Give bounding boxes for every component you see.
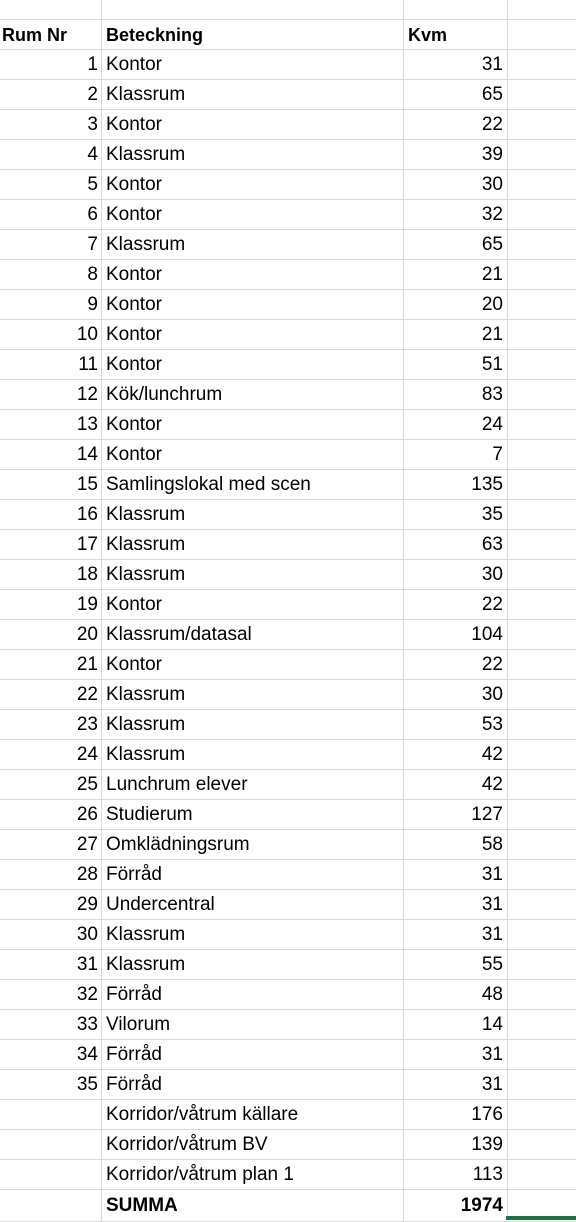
cell-beteckning[interactable]: Kontor xyxy=(102,320,404,349)
cell-empty[interactable] xyxy=(508,950,576,979)
table-row[interactable] xyxy=(0,1070,576,1100)
cell-beteckning[interactable]: SUMMA xyxy=(102,1190,404,1221)
cell-rum-nr[interactable]: 25 xyxy=(0,770,102,799)
cell-beteckning[interactable]: Omklädningsrum xyxy=(102,830,404,859)
cell-beteckning[interactable]: Klassrum xyxy=(102,920,404,949)
cell-rum-nr[interactable]: 15 xyxy=(0,470,102,499)
cell-empty[interactable] xyxy=(508,1010,576,1039)
table-row[interactable] xyxy=(0,380,576,410)
table-row[interactable] xyxy=(0,140,576,170)
cell-beteckning[interactable]: Korridor/våtrum plan 1 xyxy=(102,1160,404,1189)
cell-beteckning[interactable]: Förråd xyxy=(102,1040,404,1069)
table-row[interactable] xyxy=(0,1100,576,1130)
cell-empty[interactable] xyxy=(508,320,576,349)
table-row[interactable] xyxy=(0,500,576,530)
cell-rum-nr[interactable] xyxy=(0,1160,102,1189)
cell-empty[interactable] xyxy=(508,1100,576,1129)
cell-rum-nr[interactable]: 22 xyxy=(0,680,102,709)
cell-empty[interactable] xyxy=(102,0,404,19)
table-row[interactable] xyxy=(0,800,576,830)
cell-empty[interactable] xyxy=(508,0,576,19)
cell-kvm[interactable]: 30 xyxy=(404,680,508,709)
cell-rum-nr[interactable]: 27 xyxy=(0,830,102,859)
header-beteckning[interactable]: Beteckning xyxy=(102,20,404,49)
cell-kvm[interactable]: 21 xyxy=(404,320,508,349)
cell-rum-nr[interactable]: 34 xyxy=(0,1040,102,1069)
table-row[interactable] xyxy=(0,1190,576,1222)
cell-empty[interactable] xyxy=(508,20,576,49)
cell-empty[interactable] xyxy=(404,0,508,19)
table-row[interactable] xyxy=(0,1010,576,1040)
cell-rum-nr[interactable]: 23 xyxy=(0,710,102,739)
table-row[interactable] xyxy=(0,350,576,380)
table-row[interactable] xyxy=(0,860,576,890)
table-row[interactable] xyxy=(0,980,576,1010)
cell-beteckning[interactable]: Klassrum/datasal xyxy=(102,620,404,649)
cell-rum-nr[interactable]: 11 xyxy=(0,350,102,379)
cell-rum-nr[interactable]: 7 xyxy=(0,230,102,259)
cell-rum-nr[interactable]: 5 xyxy=(0,170,102,199)
cell-rum-nr[interactable]: 33 xyxy=(0,1010,102,1039)
table-row[interactable] xyxy=(0,560,576,590)
cell-rum-nr[interactable]: 13 xyxy=(0,410,102,439)
cell-kvm[interactable]: 1974 xyxy=(404,1190,508,1221)
cell-beteckning[interactable]: Kontor xyxy=(102,590,404,619)
cell-empty[interactable] xyxy=(508,830,576,859)
cell-beteckning[interactable]: Klassrum xyxy=(102,680,404,709)
table-row[interactable] xyxy=(0,710,576,740)
cell-beteckning[interactable]: Klassrum xyxy=(102,500,404,529)
cell-empty[interactable] xyxy=(508,500,576,529)
cell-empty[interactable] xyxy=(508,380,576,409)
cell-rum-nr[interactable]: 14 xyxy=(0,440,102,469)
cell-beteckning[interactable]: Klassrum xyxy=(102,950,404,979)
cell-kvm[interactable]: 30 xyxy=(404,170,508,199)
table-row[interactable] xyxy=(0,530,576,560)
cell-beteckning[interactable]: Studierum xyxy=(102,800,404,829)
table-row[interactable] xyxy=(0,1160,576,1190)
cell-rum-nr[interactable]: 12 xyxy=(0,380,102,409)
active-cell-indicator xyxy=(506,1216,576,1220)
cell-beteckning[interactable]: Lunchrum elever xyxy=(102,770,404,799)
cell-kvm[interactable]: 35 xyxy=(404,500,508,529)
cell-rum-nr[interactable]: 21 xyxy=(0,650,102,679)
cell-beteckning[interactable]: Klassrum xyxy=(102,740,404,769)
cell-empty[interactable] xyxy=(508,620,576,649)
cell-beteckning[interactable]: Klassrum xyxy=(102,140,404,169)
cell-beteckning[interactable]: Samlingslokal med scen xyxy=(102,470,404,499)
cell-beteckning[interactable]: Korridor/våtrum källare xyxy=(102,1100,404,1129)
cell-rum-nr[interactable]: 10 xyxy=(0,320,102,349)
cell-empty[interactable] xyxy=(508,260,576,289)
cell-empty[interactable] xyxy=(508,140,576,169)
table-row[interactable] xyxy=(0,470,576,500)
cell-kvm[interactable]: 139 xyxy=(404,1130,508,1159)
cell-empty[interactable] xyxy=(508,890,576,919)
cell-empty[interactable] xyxy=(508,200,576,229)
cell-beteckning[interactable]: Förråd xyxy=(102,1070,404,1099)
table-row[interactable] xyxy=(0,890,576,920)
cell-empty[interactable] xyxy=(508,80,576,109)
cell-rum-nr[interactable]: 17 xyxy=(0,530,102,559)
cell-beteckning[interactable]: Klassrum xyxy=(102,710,404,739)
cell-empty[interactable] xyxy=(508,1040,576,1069)
cell-empty[interactable] xyxy=(508,410,576,439)
cell-kvm[interactable]: 31 xyxy=(404,890,508,919)
cell-beteckning[interactable]: Kontor xyxy=(102,650,404,679)
cell-empty[interactable] xyxy=(508,920,576,949)
cell-rum-nr[interactable]: 32 xyxy=(0,980,102,1009)
table-row[interactable] xyxy=(0,410,576,440)
cell-empty[interactable] xyxy=(0,0,102,19)
cell-rum-nr[interactable]: 3 xyxy=(0,110,102,139)
table-row[interactable] xyxy=(0,950,576,980)
table-row[interactable] xyxy=(0,770,576,800)
header-kvm[interactable]: Kvm xyxy=(404,20,508,49)
cell-beteckning[interactable]: Kontor xyxy=(102,410,404,439)
cell-empty[interactable] xyxy=(508,800,576,829)
table-row[interactable] xyxy=(0,680,576,710)
cell-kvm[interactable]: 14 xyxy=(404,1010,508,1039)
table-row[interactable] xyxy=(0,920,576,950)
cell-rum-nr[interactable]: 18 xyxy=(0,560,102,589)
cell-rum-nr[interactable]: 30 xyxy=(0,920,102,949)
cell-empty[interactable] xyxy=(508,470,576,499)
cell-beteckning[interactable]: Klassrum xyxy=(102,80,404,109)
cell-empty[interactable] xyxy=(508,1160,576,1189)
cell-rum-nr[interactable]: 20 xyxy=(0,620,102,649)
cell-kvm[interactable]: 30 xyxy=(404,560,508,589)
table-row[interactable] xyxy=(0,740,576,770)
table-row[interactable] xyxy=(0,590,576,620)
cell-rum-nr[interactable]: 31 xyxy=(0,950,102,979)
cell-rum-nr[interactable]: 6 xyxy=(0,200,102,229)
cell-empty[interactable] xyxy=(508,110,576,139)
cell-empty[interactable] xyxy=(508,740,576,769)
cell-rum-nr[interactable]: 2 xyxy=(0,80,102,109)
table-row[interactable] xyxy=(0,50,576,80)
cell-beteckning[interactable]: Kontor xyxy=(102,110,404,139)
cell-empty[interactable] xyxy=(508,440,576,469)
cell-kvm[interactable]: 176 xyxy=(404,1100,508,1129)
cell-beteckning[interactable]: Undercentral xyxy=(102,890,404,919)
cell-empty[interactable] xyxy=(508,230,576,259)
cell-kvm[interactable]: 104 xyxy=(404,620,508,649)
cell-empty[interactable] xyxy=(508,50,576,79)
header-row[interactable] xyxy=(0,20,576,50)
cell-rum-nr[interactable]: 4 xyxy=(0,140,102,169)
cell-rum-nr[interactable] xyxy=(0,1130,102,1159)
cell-kvm[interactable]: 31 xyxy=(404,860,508,889)
cell-kvm[interactable]: 48 xyxy=(404,980,508,1009)
cell-kvm[interactable]: 31 xyxy=(404,1070,508,1099)
cell-kvm[interactable]: 42 xyxy=(404,770,508,799)
cell-kvm[interactable]: 22 xyxy=(404,650,508,679)
cell-empty[interactable] xyxy=(508,680,576,709)
cell-rum-nr[interactable]: 26 xyxy=(0,800,102,829)
cell-empty[interactable] xyxy=(508,170,576,199)
cell-rum-nr[interactable]: 19 xyxy=(0,590,102,619)
table-row[interactable] xyxy=(0,260,576,290)
spreadsheet-top-partial-row[interactable] xyxy=(0,0,576,20)
cell-empty[interactable] xyxy=(508,980,576,1009)
cell-rum-nr[interactable]: 1 xyxy=(0,50,102,79)
cell-kvm[interactable]: 31 xyxy=(404,920,508,949)
table-row[interactable] xyxy=(0,200,576,230)
cell-rum-nr[interactable]: 29 xyxy=(0,890,102,919)
cell-kvm[interactable]: 7 xyxy=(404,440,508,469)
table-row[interactable] xyxy=(0,1040,576,1070)
cell-kvm[interactable]: 83 xyxy=(404,380,508,409)
table-row[interactable] xyxy=(0,650,576,680)
cell-rum-nr[interactable]: 16 xyxy=(0,500,102,529)
cell-kvm[interactable]: 31 xyxy=(404,50,508,79)
cell-empty[interactable] xyxy=(508,290,576,319)
cell-rum-nr[interactable] xyxy=(0,1190,102,1221)
cell-kvm[interactable]: 22 xyxy=(404,590,508,619)
cell-kvm[interactable]: 65 xyxy=(404,80,508,109)
cell-beteckning[interactable]: Klassrum xyxy=(102,530,404,559)
table-row[interactable] xyxy=(0,110,576,140)
cell-kvm[interactable]: 24 xyxy=(404,410,508,439)
cell-rum-nr[interactable] xyxy=(0,1100,102,1129)
cell-empty[interactable] xyxy=(508,530,576,559)
cell-rum-nr[interactable]: 35 xyxy=(0,1070,102,1099)
table-row[interactable] xyxy=(0,440,576,470)
cell-beteckning[interactable]: Kontor xyxy=(102,440,404,469)
cell-beteckning[interactable]: Kontor xyxy=(102,50,404,79)
cell-empty[interactable] xyxy=(508,590,576,619)
table-row[interactable] xyxy=(0,230,576,260)
cell-kvm[interactable]: 53 xyxy=(404,710,508,739)
cell-beteckning[interactable]: Förråd xyxy=(102,860,404,889)
cell-empty[interactable] xyxy=(508,710,576,739)
table-row[interactable] xyxy=(0,1130,576,1160)
cell-kvm[interactable]: 65 xyxy=(404,230,508,259)
table-row[interactable] xyxy=(0,320,576,350)
cell-kvm[interactable]: 32 xyxy=(404,200,508,229)
cell-kvm[interactable]: 21 xyxy=(404,260,508,289)
cell-empty[interactable] xyxy=(508,560,576,589)
cell-beteckning[interactable]: Kontor xyxy=(102,200,404,229)
cell-empty[interactable] xyxy=(508,1070,576,1099)
cell-kvm[interactable]: 22 xyxy=(404,110,508,139)
cell-beteckning[interactable]: Kontor xyxy=(102,170,404,199)
header-rum-nr[interactable]: Rum Nr xyxy=(0,20,102,49)
cell-kvm[interactable]: 135 xyxy=(404,470,508,499)
cell-empty[interactable] xyxy=(508,770,576,799)
cell-kvm[interactable]: 51 xyxy=(404,350,508,379)
cell-rum-nr[interactable]: 9 xyxy=(0,290,102,319)
table-row[interactable] xyxy=(0,620,576,650)
cell-kvm[interactable]: 31 xyxy=(404,1040,508,1069)
cell-empty[interactable] xyxy=(508,860,576,889)
cell-kvm[interactable]: 20 xyxy=(404,290,508,319)
cell-empty[interactable] xyxy=(508,650,576,679)
cell-kvm[interactable]: 127 xyxy=(404,800,508,829)
cell-kvm[interactable]: 42 xyxy=(404,740,508,769)
cell-beteckning[interactable]: Vilorum xyxy=(102,1010,404,1039)
table-row[interactable] xyxy=(0,80,576,110)
cell-rum-nr[interactable]: 8 xyxy=(0,260,102,289)
table-row[interactable] xyxy=(0,290,576,320)
table-row[interactable] xyxy=(0,170,576,200)
cell-kvm[interactable]: 63 xyxy=(404,530,508,559)
cell-empty[interactable] xyxy=(508,1130,576,1159)
cell-kvm[interactable]: 55 xyxy=(404,950,508,979)
cell-kvm[interactable]: 113 xyxy=(404,1160,508,1189)
cell-beteckning[interactable]: Förråd xyxy=(102,980,404,1009)
cell-beteckning[interactable]: Kontor xyxy=(102,290,404,319)
cell-kvm[interactable]: 39 xyxy=(404,140,508,169)
cell-beteckning[interactable]: Kontor xyxy=(102,260,404,289)
cell-beteckning[interactable]: Korridor/våtrum BV xyxy=(102,1130,404,1159)
cell-beteckning[interactable]: Klassrum xyxy=(102,230,404,259)
cell-beteckning[interactable]: Klassrum xyxy=(102,560,404,589)
cell-rum-nr[interactable]: 28 xyxy=(0,860,102,889)
cell-kvm[interactable]: 58 xyxy=(404,830,508,859)
table-row[interactable] xyxy=(0,830,576,860)
cell-rum-nr[interactable]: 24 xyxy=(0,740,102,769)
cell-beteckning[interactable]: Kontor xyxy=(102,350,404,379)
cell-empty[interactable] xyxy=(508,350,576,379)
cell-beteckning[interactable]: Kök/lunchrum xyxy=(102,380,404,409)
